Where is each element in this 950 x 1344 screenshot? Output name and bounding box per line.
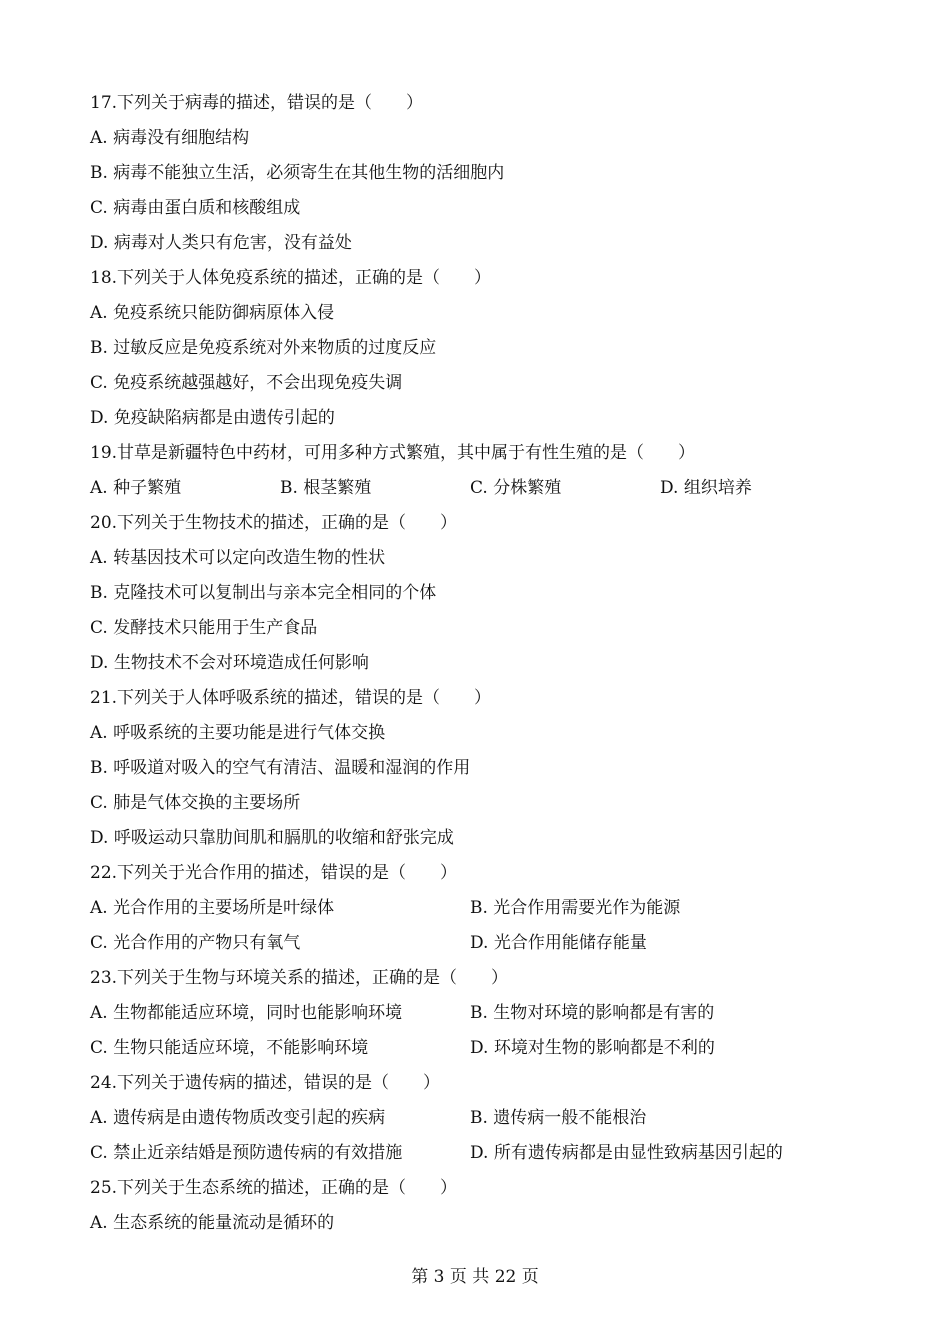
page-footer: 第 3 页 共 22 页 (411, 1267, 539, 1287)
option-row (90, 1101, 850, 1136)
option-d: D. 生物技术不会对环境造成任何影响 (90, 653, 369, 673)
option-c: C. 病毒由蛋白质和核酸组成 (90, 198, 301, 218)
option-d: D. 环境对生物的影响都是不利的 (470, 1038, 715, 1058)
option-a: A. 遗传病是由遗传物质改变引起的疾病 (90, 1108, 386, 1128)
option-row (90, 366, 850, 401)
option-row (90, 471, 850, 506)
option-row (90, 646, 850, 681)
option-b: B. 生物对环境的影响都是有害的 (470, 1003, 715, 1023)
option-a: A. 生态系统的能量流动是循环的 (90, 1213, 335, 1233)
option-c: C. 禁止近亲结婚是预防遗传病的有效措施 (90, 1143, 403, 1163)
option-c: C. 发酵技术只能用于生产食品 (90, 618, 318, 638)
option-row (90, 541, 850, 576)
option-b: B. 遗传病一般不能根治 (470, 1108, 647, 1128)
option-a: A. 转基因技术可以定向改造生物的性状 (90, 548, 386, 568)
option-d: D. 免疫缺陷病都是由遗传引起的 (90, 408, 335, 428)
option-d: D. 光合作用能储存能量 (470, 933, 647, 953)
option-row (90, 331, 850, 366)
option-row (90, 191, 850, 226)
option-row (90, 821, 850, 856)
option-a: A. 生物都能适应环境，同时也能影响环境 (90, 1003, 403, 1023)
option-b: B. 呼吸道对吸入的空气有清洁、温暖和湿润的作用 (90, 758, 471, 778)
option-row (90, 891, 850, 926)
option-a: A. 种子繁殖 (90, 478, 182, 498)
option-d: D. 病毒对人类只有危害，没有益处 (90, 233, 352, 253)
option-b: B. 过敏反应是免疫系统对外来物质的过度反应 (90, 338, 437, 358)
option-b: B. 光合作用需要光作为能源 (470, 898, 681, 918)
option-c: C. 肺是气体交换的主要场所 (90, 793, 301, 813)
option-row (90, 751, 850, 786)
question-stem: 19.甘草是新疆特色中药材，可用多种方式繁殖，其中属于有性生殖的是（ ） (90, 443, 696, 463)
option-row (90, 156, 850, 191)
option-d: D. 呼吸运动只靠肋间肌和膈肌的收缩和舒张完成 (90, 828, 454, 848)
option-row (90, 926, 850, 961)
question-stem: 25.下列关于生态系统的描述，正确的是（ ） (90, 1178, 458, 1198)
option-row (90, 996, 850, 1031)
option-row (90, 226, 850, 261)
option-b: B. 克隆技术可以复制出与亲本完全相同的个体 (90, 583, 437, 603)
option-a: A. 病毒没有细胞结构 (90, 128, 250, 148)
question-stem: 20.下列关于生物技术的描述，正确的是（ ） (90, 513, 458, 533)
option-row (90, 716, 850, 751)
question-stem: 17.下列关于病毒的描述，错误的是（ ） (90, 93, 424, 113)
option-c: C. 生物只能适应环境，不能影响环境 (90, 1038, 369, 1058)
option-row (90, 1031, 850, 1066)
option-d: D. 组织培养 (660, 478, 752, 498)
option-a: A. 光合作用的主要场所是叶绿体 (90, 898, 335, 918)
option-b: B. 病毒不能独立生活，必须寄生在其他生物的活细胞内 (90, 163, 505, 183)
option-row (90, 611, 850, 646)
option-row (90, 1136, 850, 1171)
option-row (90, 121, 850, 156)
option-b: B. 根茎繁殖 (280, 478, 372, 498)
option-row (90, 296, 850, 331)
option-row (90, 401, 850, 436)
option-row (90, 1206, 850, 1241)
question-stem: 22.下列关于光合作用的描述，错误的是（ ） (90, 863, 458, 883)
question-stem: 24.下列关于遗传病的描述，错误的是（ ） (90, 1073, 441, 1093)
option-a: A. 呼吸系统的主要功能是进行气体交换 (90, 723, 386, 743)
question-stem: 21.下列关于人体呼吸系统的描述，错误的是（ ） (90, 688, 492, 708)
option-d: D. 所有遗传病都是由显性致病基因引起的 (470, 1143, 783, 1163)
question-stem: 23.下列关于生物与环境关系的描述，正确的是（ ） (90, 968, 509, 988)
option-c: C. 免疫系统越强越好，不会出现免疫失调 (90, 373, 403, 393)
option-row (90, 786, 850, 821)
question-stem: 18.下列关于人体免疫系统的描述，正确的是（ ） (90, 268, 492, 288)
option-row (90, 576, 850, 611)
question-list (90, 86, 850, 1241)
option-a: A. 免疫系统只能防御病原体入侵 (90, 303, 335, 323)
option-c: C. 分株繁殖 (470, 478, 562, 498)
option-c: C. 光合作用的产物只有氧气 (90, 933, 301, 953)
